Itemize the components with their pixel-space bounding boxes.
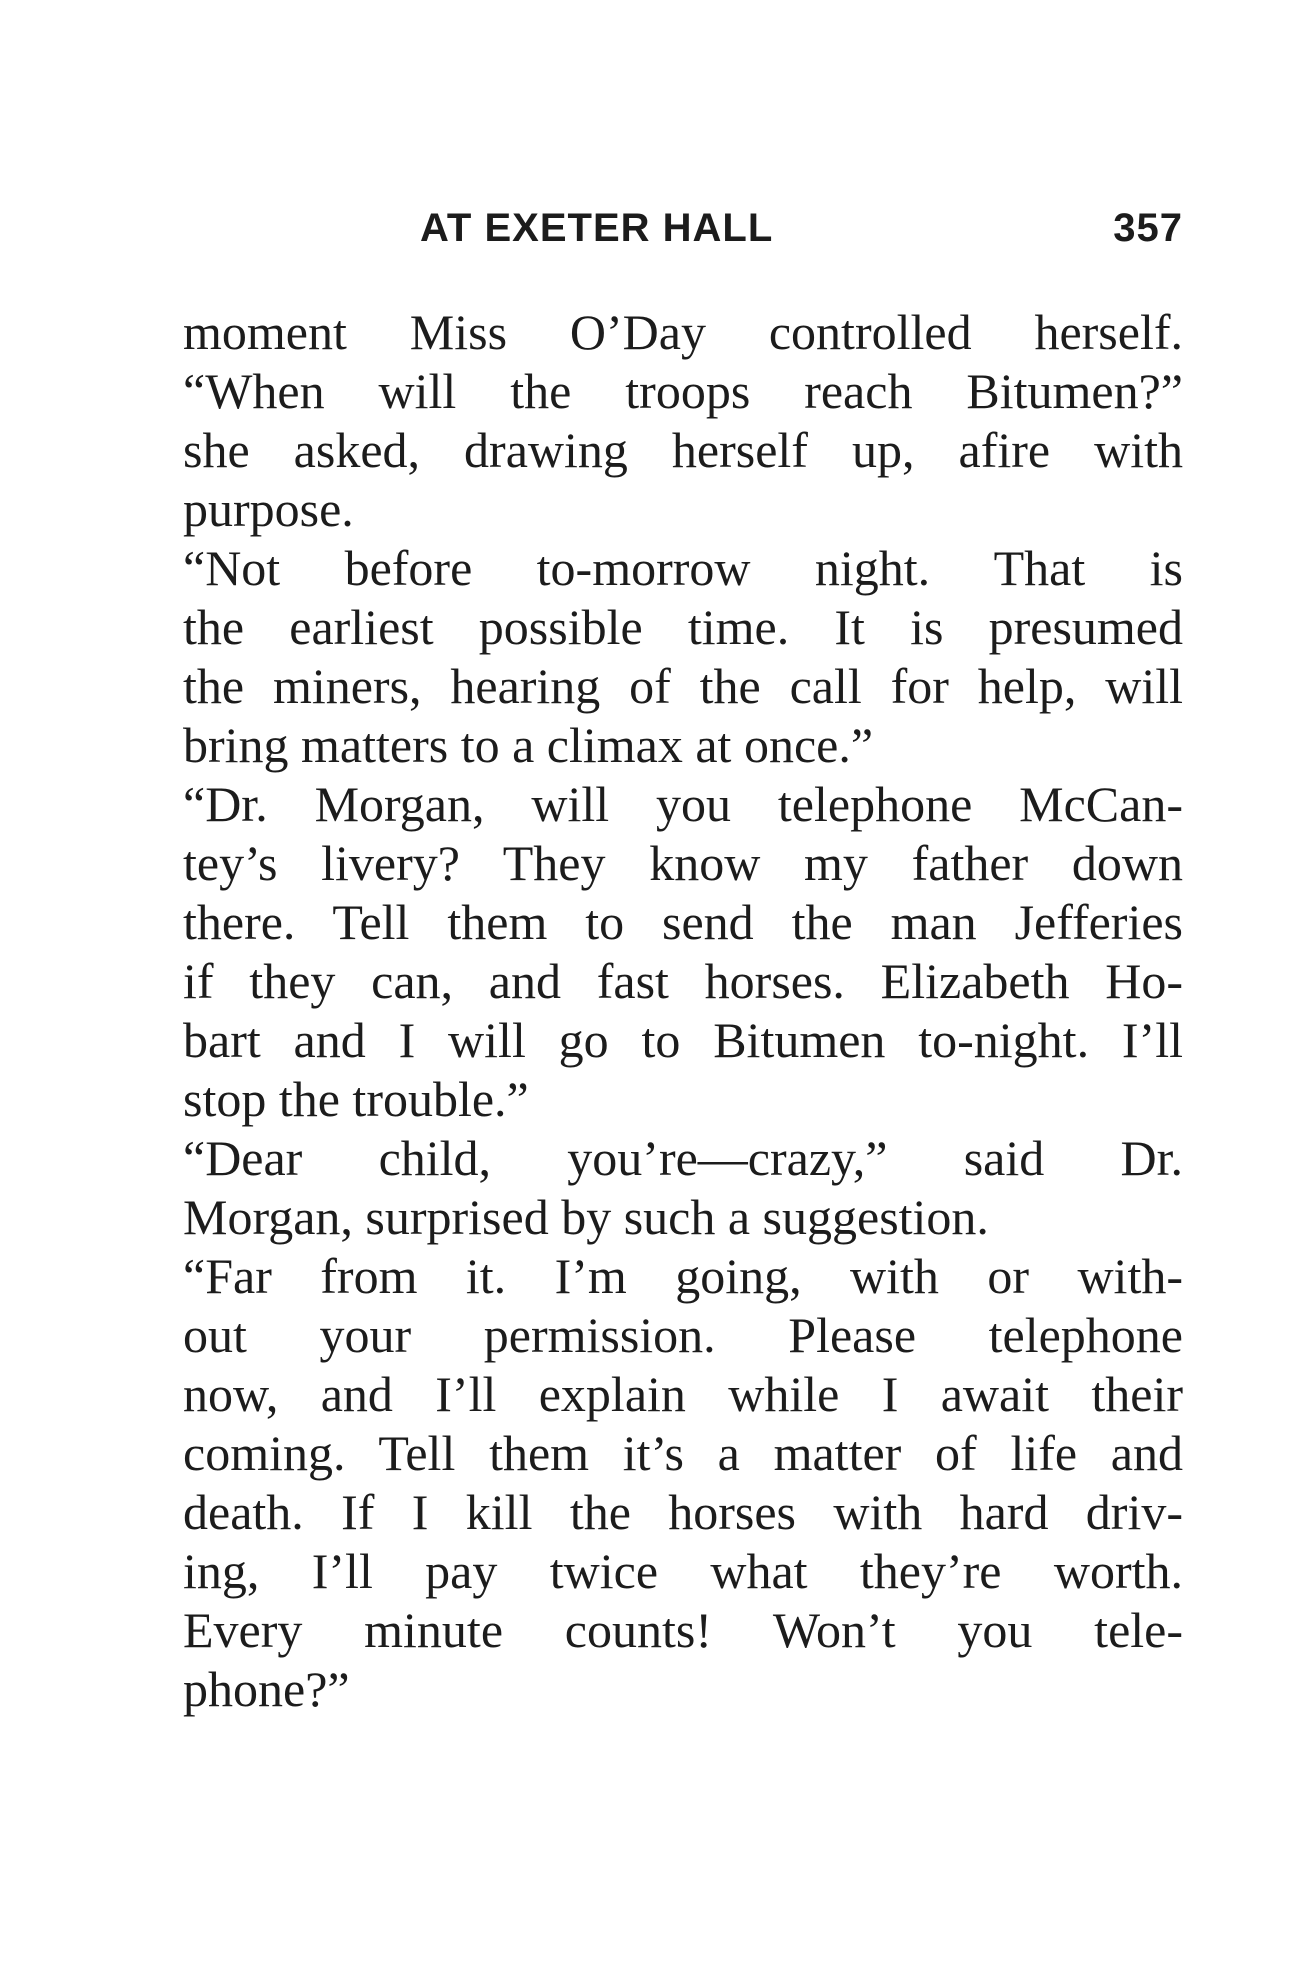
text-line: out your permission. Please telephone [183,1307,1183,1363]
text-line: “When will the troops reach Bitumen?” [183,363,1183,419]
text-line: tey’s livery? They know my father down [183,835,1183,891]
text-line: coming. Tell them it’s a matter of life and [183,1425,1183,1481]
text-line: bart and I will go to Bitumen to-night. I’ll [183,1012,1183,1068]
text-line: the earliest possible time. It is presumed [183,599,1183,655]
text-line: now, and I’ll explain while I await their [183,1366,1183,1422]
text-line: death. If I kill the horses with hard driv- [183,1484,1183,1540]
page-header [183,206,1183,266]
page-number: 357 [1113,206,1183,250]
text-line: if they can, and fast horses. Elizabeth Ho- [183,953,1183,1009]
text-line: “Dear child, you’re—crazy,” said Dr. [183,1130,1183,1186]
text-line: “Not before to-morrow night. That is [183,540,1183,596]
text-line: she asked, drawing herself up, afire with [183,422,1183,478]
text-line: ing, I’ll pay twice what they’re worth. [183,1543,1183,1599]
text-line: purpose. [183,481,354,537]
text-line: Every minute counts! Won’t you tele- [183,1602,1183,1658]
text-line: Morgan, surprised by such a suggestion. [183,1189,989,1245]
running-head: AT EXETER HALL [420,206,774,250]
text-line: stop the trouble.” [183,1071,529,1127]
text-line: “Dr. Morgan, will you telephone McCan- [183,776,1183,832]
text-line: moment Miss O’Day controlled herself. [183,304,1183,360]
text-line: “Far from it. I’m going, with or with- [183,1248,1183,1304]
text-line: there. Tell them to send the man Jefferies [183,894,1183,950]
text-line: bring matters to a climax at once.” [183,717,874,773]
text-line: the miners, hearing of the call for help, will [183,658,1183,714]
text-line: phone?” [183,1661,350,1717]
